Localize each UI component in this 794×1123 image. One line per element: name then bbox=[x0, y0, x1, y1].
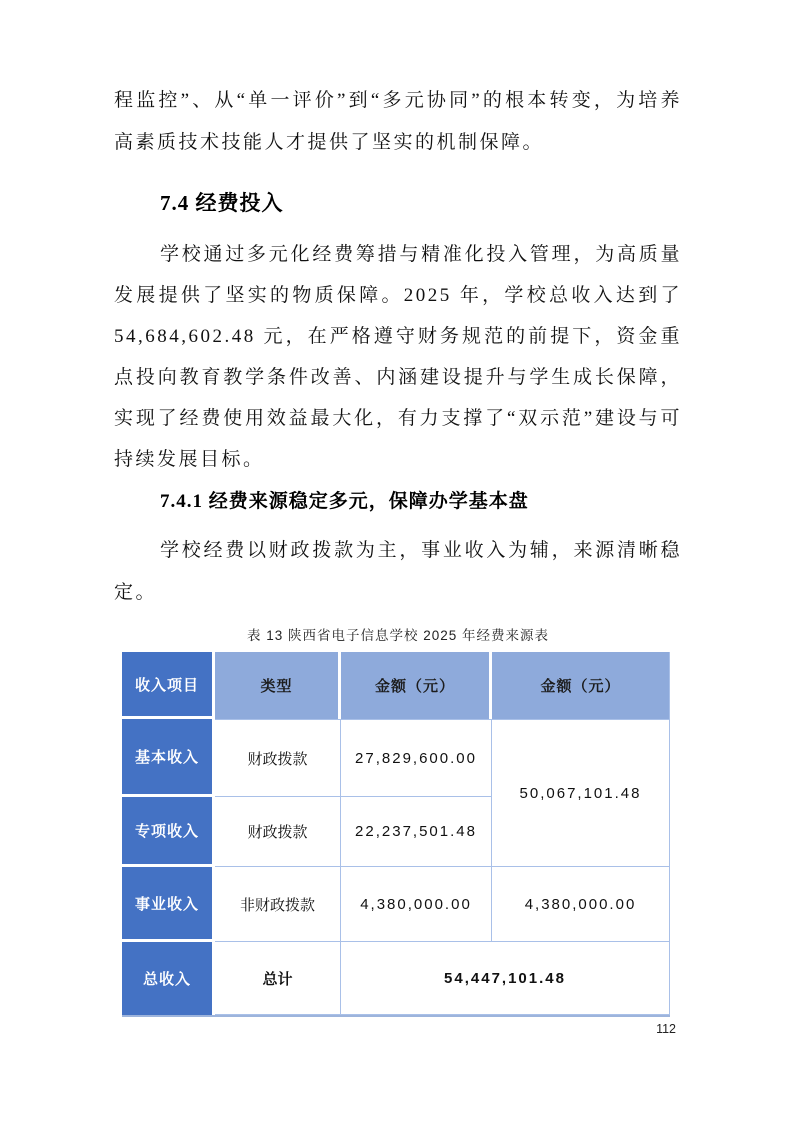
table-caption: 表 13 陕西省电子信息学校 2025 年经费来源表 bbox=[246, 628, 550, 643]
cell-item-basic: 基本收入 bbox=[122, 719, 215, 797]
cell-item-business: 事业收入 bbox=[122, 867, 215, 942]
cell-subtotal-business: 4,380,000.00 bbox=[492, 867, 670, 942]
cell-amount-business: 4,380,000.00 bbox=[341, 867, 492, 942]
paragraph-funding-overview: 学校通过多元化经费筹措与精准化投入管理，为高质量发展提供了坚实的物质保障。2025 年，学校总收入达到了 54,684,602.48 元，在严格遵守财务规范的前提下，资金重点投向教育教学条件改善、内涵建设提升与学生成长保障，实现了经费使用效益最大化，有力支撑了“双示范”建设与可持续发展目标。 bbox=[114, 244, 682, 470]
header-amount-2: 金额（元） bbox=[492, 652, 670, 719]
cell-amount-basic: 27,829,600.00 bbox=[341, 719, 492, 797]
header-type: 类型 bbox=[215, 652, 341, 719]
subsection-heading-7-4-1: 7.4.1 经费来源稳定多元，保障办学基本盘 bbox=[160, 491, 529, 512]
cell-item-total: 总收入 bbox=[122, 942, 215, 1015]
cell-amount-total: 54,447,101.48 bbox=[341, 942, 670, 1015]
cell-type-business: 非财政拨款 bbox=[215, 867, 341, 942]
cell-type-basic: 财政拨款 bbox=[215, 719, 341, 797]
cell-item-special: 专项收入 bbox=[122, 797, 215, 867]
table-row-basic-income bbox=[122, 719, 670, 797]
table-header-row bbox=[122, 652, 670, 719]
paragraph-continuation: 程监控”、从“单一评价”到“多元协同”的根本转变，为培养高素质技术技能人才提供了坚实的机制保障。 bbox=[114, 90, 682, 153]
header-amount: 金额（元） bbox=[341, 652, 492, 719]
cell-subtotal-fiscal: 50,067,101.48 bbox=[492, 719, 670, 867]
paragraph-funding-sources: 学校经费以财政拨款为主，事业收入为辅，来源清晰稳定。 bbox=[114, 540, 682, 603]
cell-amount-special: 22,237,501.48 bbox=[341, 797, 492, 867]
funding-source-table bbox=[122, 652, 670, 1017]
table-row-business-income bbox=[122, 867, 670, 942]
cell-type-special: 财政拨款 bbox=[215, 797, 341, 867]
table-row-total-income bbox=[122, 942, 670, 1015]
page-number: 112 bbox=[656, 1022, 676, 1036]
section-heading-7-4: 7.4 经费投入 bbox=[160, 191, 284, 215]
cell-type-total: 总计 bbox=[215, 942, 341, 1015]
header-income-item: 收入项目 bbox=[122, 652, 215, 719]
page-content bbox=[114, 0, 682, 1017]
